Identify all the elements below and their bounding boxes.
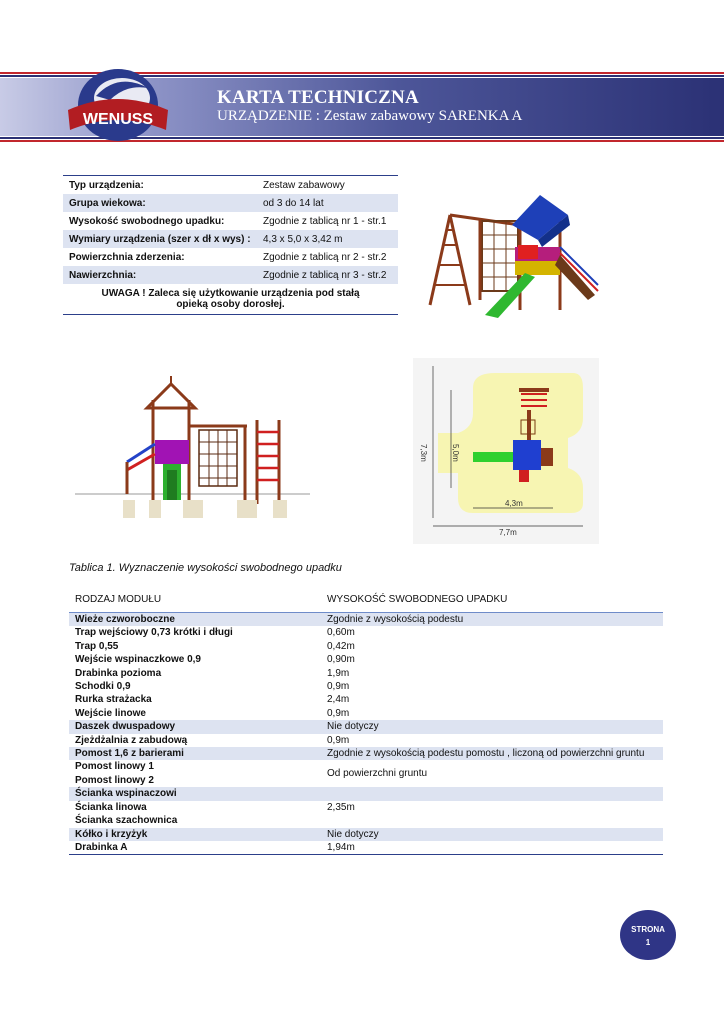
- info-value: 4,3 x 5,0 x 3,42 m: [257, 230, 398, 248]
- module-cell: Pomost 1,6 z barierami: [69, 747, 321, 760]
- table-row: [69, 640, 663, 653]
- page-number-badge: [620, 910, 676, 960]
- module-cell: Wejście wspinaczkowe 0,9: [75, 654, 201, 666]
- module-cell: Ścianka szachownica: [75, 815, 178, 827]
- doc-subtitle: URZĄDZENIE : Zestaw zabawowy SARENKA A: [217, 108, 523, 124]
- plan-dim-width-inner: 4,3m: [505, 499, 523, 508]
- module-cell: Rurka strażacka: [75, 694, 152, 706]
- table-row: [69, 801, 663, 814]
- height-cell: Nie dotyczy: [321, 828, 663, 841]
- warning-line-2: opieką osoby dorosłej.: [176, 299, 285, 310]
- height-cell: 2,4m: [327, 694, 350, 706]
- height-cell: Zgodnie z wysokością podestu pomostu , liczoną od powierzchni gruntu: [321, 747, 663, 760]
- table-row: [69, 707, 663, 720]
- module-cell: Schodki 0,9: [75, 681, 131, 693]
- playset-3d-image: [420, 185, 610, 330]
- table-row: [69, 720, 663, 733]
- info-label: Wysokość swobodnego upadku:: [69, 215, 225, 227]
- module-cell: Zjeżdżalnia z zabudową: [75, 734, 188, 746]
- info-row: [63, 212, 398, 230]
- info-row: [63, 230, 398, 248]
- info-row: [63, 248, 398, 266]
- table-row: [69, 693, 663, 706]
- height-cell: Zgodnie z wysokością podestu: [321, 613, 663, 627]
- module-cell: Pomost linowy 1: [75, 761, 154, 773]
- info-value: Zgodnie z tablicą nr 1 - str.1: [263, 215, 387, 227]
- height-cell: Od powierzchni gruntu: [327, 768, 428, 780]
- info-row: [63, 176, 398, 195]
- height-cell: 0,90m: [327, 654, 355, 666]
- table-row: [69, 760, 663, 773]
- playset-plan-view: [413, 358, 599, 544]
- module-cell: Kółko i krzyżyk: [69, 828, 321, 841]
- page-number: 1: [645, 938, 651, 947]
- table-row: [69, 787, 663, 800]
- module-cell: Wieże czworoboczne: [69, 613, 321, 627]
- info-value: od 3 do 14 lat: [257, 194, 398, 212]
- info-label: Powierzchnia zderzenia:: [69, 251, 185, 263]
- table-row: [69, 814, 663, 827]
- module-cell: Wejście linowe: [75, 707, 146, 719]
- height-cell: 0,9m: [327, 707, 350, 719]
- module-cell: Pomost linowy 2: [75, 774, 154, 786]
- table-row: [69, 841, 663, 855]
- page-label: STRONA: [631, 925, 665, 934]
- module-cell: Drabinka pozioma: [75, 667, 162, 679]
- col-header-module: RODZAJ MODUŁU: [75, 594, 162, 605]
- warning-text: [63, 284, 398, 315]
- info-row: [63, 194, 398, 212]
- plan-dim-length: 7,3m: [419, 444, 428, 462]
- height-cell: 0,60m: [327, 627, 355, 639]
- height-cell: 0,9m: [327, 681, 350, 693]
- height-cell: Nie dotyczy: [321, 720, 663, 733]
- table-row: [69, 626, 663, 639]
- table-caption: Tablica 1. Wyznaczenie wysokości swobodnego upadku: [69, 562, 342, 574]
- module-cell: Trap 0,55: [75, 640, 119, 652]
- height-cell: 2,35m: [327, 801, 355, 813]
- height-cell: [321, 787, 663, 800]
- table-row: [69, 680, 663, 693]
- table-row: [69, 613, 663, 627]
- col-header-height: WYSOKOŚĆ SWOBODNEGO UPADKU: [327, 594, 508, 605]
- height-cell: 0,9m: [327, 734, 350, 746]
- warning-line-1: UWAGA ! Zaleca się użytkowanie urządzenia pod stałą: [101, 288, 360, 299]
- plan-dim-height: 5,0m: [451, 444, 460, 462]
- info-value: Zgodnie z tablicą nr 3 - str.2: [257, 266, 398, 284]
- wenuss-logo: [62, 66, 174, 144]
- info-label: Typ urządzenia:: [63, 176, 257, 195]
- info-row: [63, 266, 398, 284]
- info-label: Wymiary urządzenia (szer x dł x wys) :: [63, 230, 257, 248]
- warning-row: [63, 284, 398, 315]
- module-cell: Drabinka A: [69, 841, 321, 855]
- fall-height-table: [69, 612, 663, 855]
- info-label: Grupa wiekowa:: [63, 194, 257, 212]
- table-row: [69, 667, 663, 680]
- doc-title: KARTA TECHNICZNA: [217, 87, 419, 108]
- playset-front-view: [75, 370, 310, 525]
- module-cell: Daszek dwuspadowy: [69, 720, 321, 733]
- info-value: Zestaw zabawowy: [257, 176, 398, 195]
- height-cell: 1,94m: [321, 841, 663, 855]
- logo-text: WENUSS: [82, 111, 154, 128]
- plan-dim-width-outer: 7,7m: [499, 528, 517, 537]
- height-cell: 0,42m: [327, 640, 355, 652]
- module-cell: Ścianka wspinaczowi: [69, 787, 321, 800]
- table-row: [69, 734, 663, 747]
- info-value: Zgodnie z tablicą nr 2 - str.2: [263, 251, 387, 263]
- height-cell: 1,9m: [327, 667, 350, 679]
- table-row: [69, 747, 663, 760]
- table-row: [69, 653, 663, 666]
- height-cell: [321, 814, 663, 827]
- info-label: Nawierzchnia:: [63, 266, 257, 284]
- device-info-table: [63, 175, 398, 315]
- module-cell: Trap wejściowy 0,73 krótki i długi: [75, 627, 233, 639]
- table-row: [69, 828, 663, 841]
- module-cell: Ścianka linowa: [75, 801, 147, 813]
